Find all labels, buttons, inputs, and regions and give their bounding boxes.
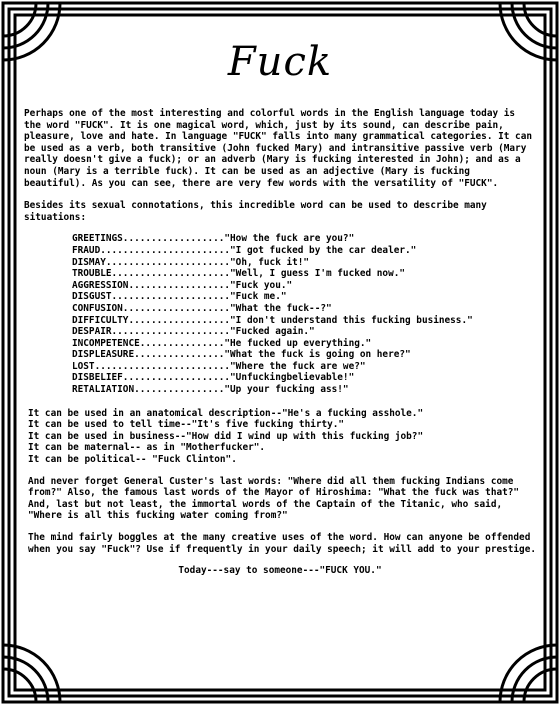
more-uses-list <box>28 408 536 466</box>
list-item: It can be used to tell time--"It's five fucking thirty." <box>28 419 345 431</box>
document-body <box>24 30 536 577</box>
list-item: RETALIATION................"Up your fucking ass!" <box>72 384 349 396</box>
situations-list <box>72 233 536 395</box>
page-title: Fuck <box>227 39 333 85</box>
custer-paragraph: And never forget General Custer's last words: "Where did all them fucking Indians come from?" Also, the famous last words of the Mayor of Hiroshima: "What the fuck was that?" And, last but not least, the immortal words of the Captain of the Titanic, who said, "Where is all this fucking water coming from?" <box>28 475 520 522</box>
intro-paragraph: Perhaps one of the most interesting and colorful words in the English language today is the word "FUCK". It is one magical word, which, just by its sound, can describe pain, pleasure, love and hate. In language "FUCK" falls into many grammatical categories. It can be used as a verb, both transitive (John fucked Mary) and intransitive passive verb (Mary really doesn't give a fuck); or an adverb (Mary is fucking interested in John); and as a noun (Mary is a terrible fuck). It can be used as an adjective (Mary is fucking beautiful). As you can see, there are very few words with the versatility of "FUCK". <box>24 108 532 189</box>
list-item: INCOMPETENCE..............."He fucked up everything." <box>72 337 372 349</box>
list-item: FRAUD......................."I got fucked by the car dealer." <box>72 244 417 256</box>
list-item: DISGUST....................."Fuck me." <box>72 291 287 303</box>
list-item: TROUBLE....................."Well, I guess I'm fucked now." <box>72 268 406 280</box>
list-item: DESPAIR....................."Fucked again." <box>72 326 315 338</box>
list-item: AGGRESSION.................."Fuck you." <box>72 279 293 291</box>
list-item: DISPLEASURE................"What the fuck is going on here?" <box>72 349 411 361</box>
closing-line: Today---say to someone---"FUCK YOU." <box>178 565 382 577</box>
list-item: It can be political-- "Fuck Clinton". <box>28 454 237 466</box>
list-item: DIFFICULTY.................."I don't understand this fucking business." <box>72 314 473 326</box>
boggles-paragraph: The mind fairly boggles at the many creative uses of the word. How can anyone be offended when you say "Fuck"? Use if frequently in your daily speech; it will add to your prestige. <box>28 532 536 555</box>
list-item: It can be used in an anatomical description--"He's a fucking asshole." <box>28 407 424 419</box>
list-item: GREETINGS.................."How the fuck are you?" <box>72 233 355 245</box>
list-item: It can be used in business--"How did I wind up with this fucking job?" <box>28 430 424 442</box>
list-item: LOST........................"Where the fuck are we?" <box>72 360 366 372</box>
list-item: DISMAY......................"Oh, fuck it!" <box>72 256 310 268</box>
list-item: CONFUSION..................."What the fuck--?" <box>72 302 332 314</box>
list-item: It can be maternal-- as in "Motherfucker". <box>28 442 266 454</box>
besides-paragraph: Besides its sexual connotations, this incredible word can be used to describe many situations: <box>24 200 487 223</box>
list-item: DISBELIEF..................."Unfuckingbelievable!" <box>72 372 355 384</box>
